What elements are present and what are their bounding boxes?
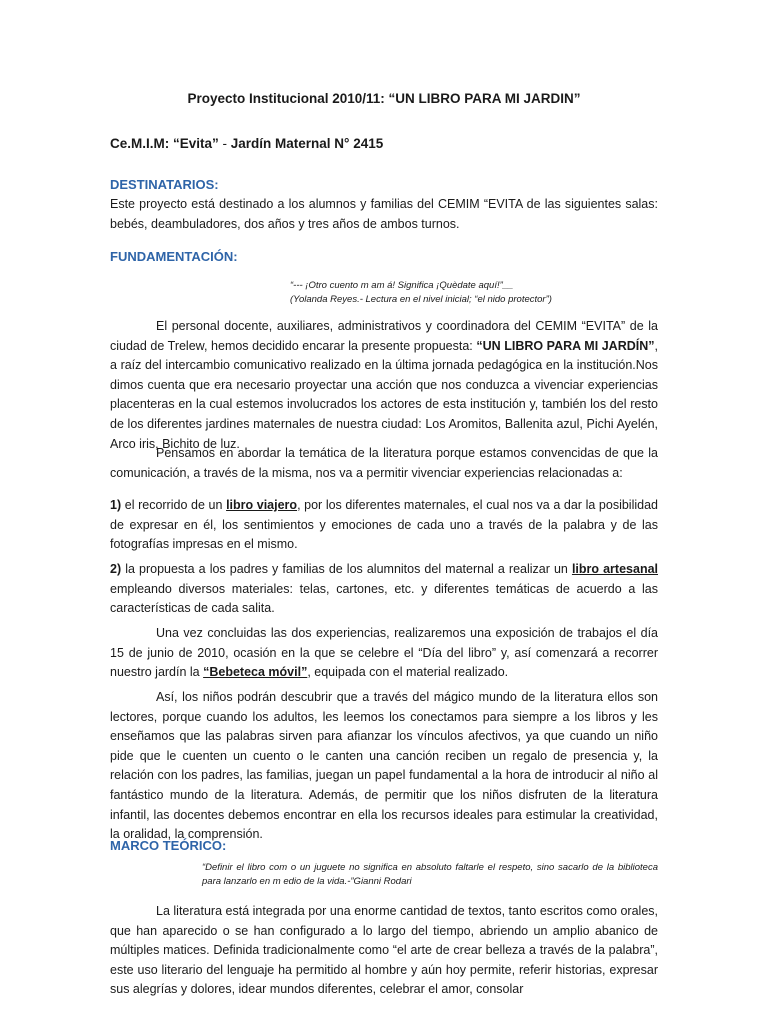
p1-text-a: El personal docente, auxiliares, administrativos y coordinadora del CEMIM “EVITA” de la ciudad de Trelew, hemos decidido encarar la presente propuesta:	[110, 319, 658, 353]
epigraph-rodari: “Definir el libro com o un juguete no significa en absoluto faltarle el respeto, sino sacarlo de la biblioteca para lanzarlo en m edio de la vida.-”Gianni Rodari	[202, 862, 658, 887]
list-item-2-text-b: empleando diversos materiales: telas, cartones, etc. y diferentes temáticas de acuerdo a las características de cada salita.	[110, 581, 658, 616]
epigraph-reyes-line2: (Yolanda Reyes.- Lectura en el nivel inicial; “el nido protector”)	[290, 294, 552, 305]
p1-text-b: , a raíz del intercambio comunicativo realizado en la última jornada pedagógica en la institución.Nos dimos cuenta que era necesario proyectar una acción que nos conduzca a vivenciar experiencias placenteras en la cual estemos involucrados los actores de esta institución y, también los del resto de los diferentes jardines maternales de nuestra ciudad: Los Aromitos, Ballenita azul, Pichi Ayelén, Arco iris, Bichito de luz.	[110, 338, 658, 451]
heading-marco-teorico: MARCO TEÓRICO:	[110, 838, 227, 853]
institution-name: Ce.M.I.M: “Evita”	[110, 136, 219, 151]
institution-separator: -	[222, 136, 231, 151]
institution-line	[110, 135, 658, 153]
paragraph-fundamentacion-2: Pensamos en abordar la temática de la literatura porque estamos convencidas de que la comunicación, a través de la misma, nos va a permitir vivenciar experiencias relacionadas a:	[110, 446, 658, 480]
paragraph-fundamentacion-4: Así, los niños podrán descubrir que a través del mágico mundo de la literatura ellos son lectores, porque cuando los adultos, les leemos los conectamos para siempre a los libros y les enseñamos que las palabras sirven para afianzar los vínculos afectivos, ya que cuando un niño pide que le cuenten un cuento o le canten una canción reciben un regalo de presencia y, la relación con los padres, las familias, juegan un papel fundamental a la hora de introducir al niño al fantástico mundo de la literatura. Además, de permitir que los niños disfruten de la literatura infantil, las docentes debemos encontrar en ella los recursos ideales para estimular la creatividad, la oralidad, la comprensión.	[110, 690, 658, 842]
list-item-1-number: 1)	[110, 498, 122, 512]
heading-fundamentacion: FUNDAMENTACIÓN:	[110, 249, 238, 264]
list-item-1-text-a: el recorrido de un	[121, 498, 227, 512]
list-item-2-text-a: la propuesta a los padres y familias de los alumnitos del maternal a realizar un	[121, 562, 572, 576]
paragraph-fundamentacion-1	[110, 317, 658, 454]
list-item-1-text-b: , por los diferentes maternales, el cual nos va a dar la posibilidad de expresar en él, los sentimientos y emociones de cada uno a través de la palabra y de las fotografías impresas en el mismo.	[110, 498, 658, 552]
p3-text-a: Una vez concluidas las dos experiencias, realizaremos una exposición de trabajos el día 15 de junio de 2010, ocasión en la que se celebre el “Día del libro” y, así comenzará a recorrer nuestro jardín la	[110, 626, 658, 680]
paragraph-destinatarios: Este proyecto está destinado a los alumnos y familias del CEMIM “EVITA de las siguientes salas: bebés, deambuladores, dos años y tres años de ambos turnos.	[110, 197, 658, 231]
institution-detail: Jardín Maternal N° 2415	[230, 136, 384, 151]
list-item-2-number: 2)	[110, 562, 122, 576]
paragraph-marco-teorico-1: La literatura está integrada por una enorme cantidad de textos, tanto escritos como orales, que han aparecido o se han configurado a lo largo del tiempo, abriendo un amplio abanico de múltiples matices. Definida tradicionalmente como “el arte de crear belleza a través de la palabra”, este uso literario del lenguaje ha permitido al hombre y aún hoy permite, referir historias, expresar sus alegrías y dolores, idear mundos diferentes, celebrar el amor, consolar	[110, 904, 658, 997]
list-item-1-libro-viajero: libro viajero	[226, 498, 298, 512]
document-title: Proyecto Institucional 2010/11: “UN LIBRO PARA MI JARDIN”	[187, 91, 581, 106]
heading-destinatarios: DESTINATARIOS:	[110, 177, 219, 192]
paragraph-fundamentacion-3	[110, 624, 658, 683]
epigraph-reyes	[290, 279, 660, 307]
list-item-2-libro-artesanal: libro artesanal	[571, 562, 659, 576]
p1-project-name: “UN LIBRO PARA MI JARDÍN”	[476, 338, 655, 353]
p3-bebeteca-movil: “Bebeteca móvil”	[203, 665, 308, 680]
list-item-2	[110, 560, 658, 619]
list-item-1	[110, 496, 658, 555]
epigraph-reyes-line1: “--- ¡Otro cuento m am á! Significa ¡Quèdate aquí!”__	[290, 280, 514, 291]
p3-text-b: , equipada con el material realizado.	[307, 665, 509, 680]
